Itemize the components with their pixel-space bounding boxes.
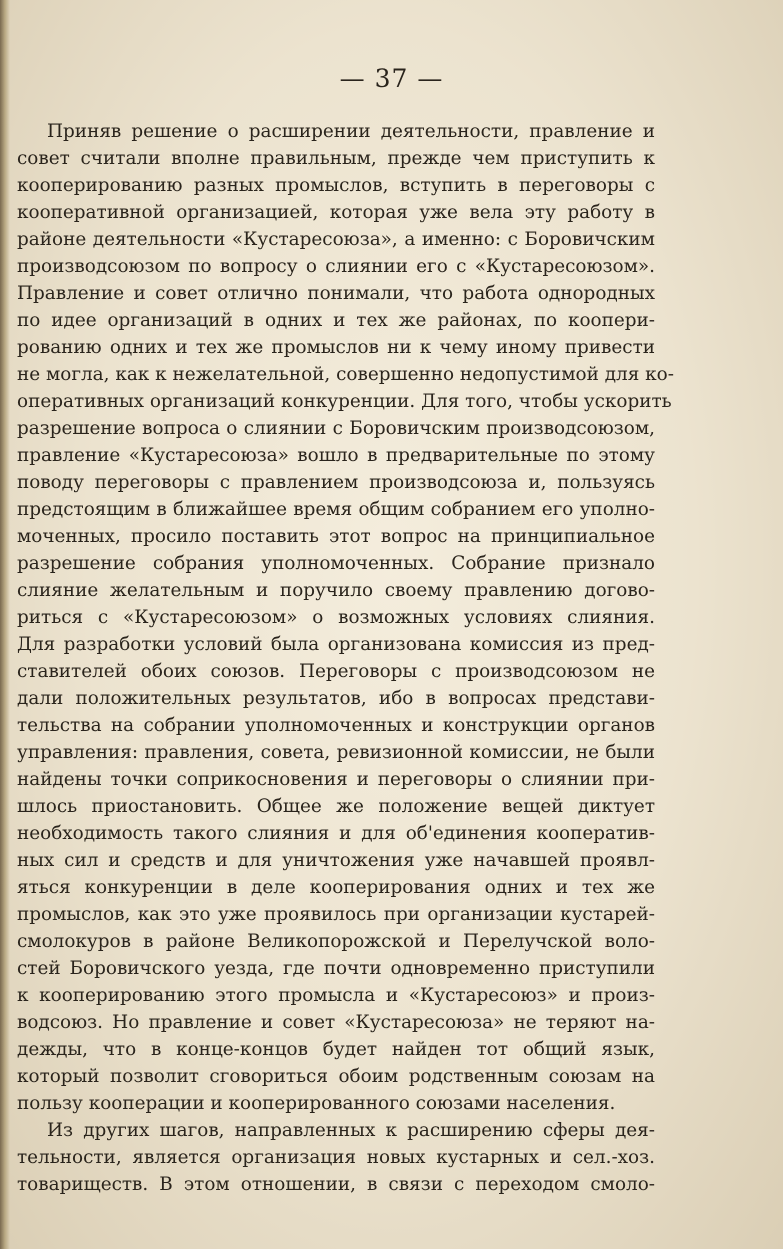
text-line: разрешение вопроса о слиянии с Боровичским производсоюзом, — [17, 418, 655, 439]
text-line: риться с «Кустаресоюзом» о возможных условиях слияния. — [17, 607, 655, 628]
text-line: водсоюз. Но правление и совет «Кустаресоюза» не теряют на- — [17, 1012, 655, 1033]
text-line: промыслов, как это уже проявилось при организации кустарей- — [17, 904, 655, 925]
text-line: Приняв решение о расширении деятельности, правление и — [47, 121, 655, 142]
text-line: моченных, просило поставить этот вопрос на принципиальное — [17, 526, 655, 547]
body-text — [17, 118, 674, 1198]
page-number: — 37 — — [339, 64, 444, 93]
page-binding-edge — [0, 0, 10, 1249]
text-line: слияние желательным и поручило своему правлению догово- — [17, 580, 655, 601]
text-line: к кооперированию этого промысла и «Кустаресоюз» и произ- — [17, 985, 655, 1006]
text-line: ных сил и средств и для уничтожения уже начавшей проявл- — [17, 850, 655, 871]
text-line: ставителей обоих союзов. Переговоры с производсоюзом не — [17, 661, 655, 682]
text-line: яться конкуренции в деле кооперирования одних и тех же — [17, 877, 655, 898]
text-line: оперативных организаций конкуренции. Для того, чтобы ускорить — [17, 391, 672, 412]
text-line: рованию одних и тех же промыслов ни к чему иному привести — [17, 337, 655, 358]
text-line: стей Боровичского уезда, где почти одновременно приступили — [17, 958, 655, 979]
text-line: совет считали вполне правильным, прежде чем приступить к — [17, 148, 655, 169]
text-line: разрешение собрания уполномоченных. Собрание признало — [17, 553, 655, 574]
text-line: Для разработки условий была организована комиссия из пред- — [17, 634, 655, 655]
text-line: предстоящим в ближайшее время общим собранием его уполно- — [17, 499, 655, 520]
text-line: товариществ. В этом отношении, в связи с переходом смоло- — [17, 1174, 655, 1195]
text-line: дали положительных результатов, ибо в вопросах представи- — [17, 688, 655, 709]
text-line: который позволит сговориться обоим родственным союзам на — [17, 1066, 655, 1087]
text-line: необходимость такого слияния и для об'единения кооператив- — [17, 823, 655, 844]
paragraph — [17, 1117, 655, 1198]
text-line: смолокуров в районе Великопорожской и Перелучской воло- — [17, 931, 655, 952]
text-line: тельности, является организация новых кустарных и сел.-хоз. — [17, 1147, 655, 1168]
text-line: шлось приостановить. Общее же положение вещей диктует — [17, 796, 655, 817]
text-line: найдены точки соприкосновения и переговоры о слиянии при- — [17, 769, 655, 790]
text-line: поводу переговоры с правлением производсоюза и, пользуясь — [17, 472, 655, 493]
text-line: управления: правления, совета, ревизионной комиссии, не были — [17, 742, 655, 763]
text-line: производсоюзом по вопросу о слиянии его с «Кустаресоюзом». — [17, 256, 655, 277]
text-line: не могла, как к нежелательной, совершенно недопустимой для ко- — [17, 364, 674, 385]
text-line: кооперированию разных промыслов, вступить в переговоры с — [17, 175, 655, 196]
text-line: тельства на собрании уполномоченных и конструкции органов — [17, 715, 655, 736]
text-line: Из других шагов, направленных к расширению сферы дея- — [47, 1120, 655, 1141]
text-line: дежды, что в конце-концов будет найден тот общий язык, — [17, 1039, 655, 1060]
text-line: правление «Кустаресоюза» вошло в предварительные по этому — [17, 445, 655, 466]
text-line: кооперативной организацией, которая уже вела эту работу в — [17, 202, 655, 223]
text-line: Правление и совет отлично понимали, что работа однородных — [17, 283, 655, 304]
text-line: пользу кооперации и кооперированного союзами населения. — [17, 1093, 616, 1114]
paragraph — [17, 118, 674, 1117]
text-line: районе деятельности «Кустаресоюза», а именно: с Боровичским — [17, 229, 655, 250]
text-line: по идее организаций в одних и тех же районах, по коопери- — [17, 310, 655, 331]
